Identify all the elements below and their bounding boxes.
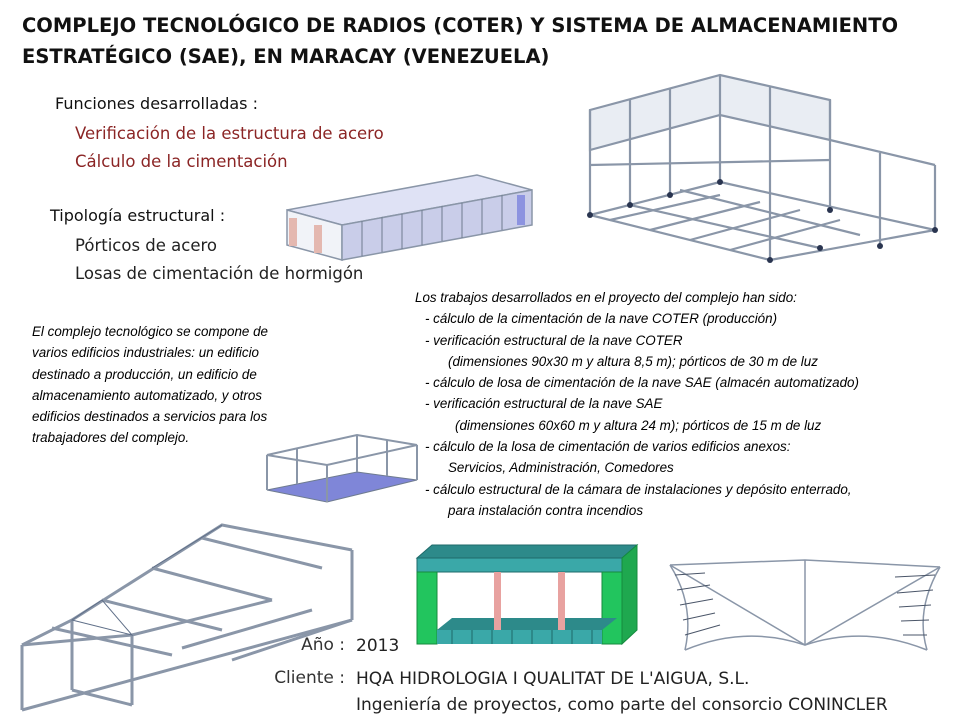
works-list [415,287,859,521]
annex-frame-illustration [262,430,422,520]
year-label: Año : [301,635,345,655]
title-line-1: COMPLEJO TECNOLÓGICO DE RADIOS (COTER) Y SISTEMA DE ALMACENAMIENTO [22,14,899,37]
description-line: destinado a producción, un edificio de [32,366,257,382]
description-line: El complejo tecnológico se compone de [32,324,268,339]
typology-item-frames: Pórticos de acero [75,236,218,255]
page-title [22,10,922,72]
deformed-frame-analysis-illustration [665,555,945,655]
works-item: - cálculo estructural de la cámara de instalaciones y depósito enterrado, [425,481,852,497]
coter-portal-frames-illustration [12,520,357,720]
works-item-detail: para instalación contra incendios [448,502,644,518]
client-value: HQA HIDROLOGIA I QUALITAT DE L'AIGUA, S.L. [356,669,750,689]
works-item-detail: Servicios, Administración, Comedores [448,460,674,476]
title-line-2: ESTRATÉGICO (SAE), EN MARACAY (VENEZUELA) [22,45,550,68]
year-value: 2013 [356,636,400,656]
coter-frame-illustration [282,170,537,265]
description-line: trabajadores del complejo. [32,430,190,446]
client-note: Ingeniería de proyectos, como parte del consorcio CONINCLER [356,695,888,715]
works-item-detail: (dimensiones 60x60 m y altura 24 m); pórticos de 15 m de luz [455,417,822,433]
works-item: - cálculo de la losa de cimentación de varios edificios anexos: [425,439,791,455]
works-item: - verificación estructural de la nave COTER [425,332,683,348]
works-item-detail: (dimensiones 90x30 m y altura 8,5 m); pórticos de 30 m de luz [448,353,818,369]
function-item-foundation: Cálculo de la cimentación [75,152,288,171]
buried-tank-illustration [412,540,642,650]
typology-heading: Tipología estructural : [50,206,226,225]
works-item: - verificación estructural de la nave SAE [425,396,663,412]
sae-warehouse-illustration [570,70,945,270]
works-item: - cálculo de la cimentación de la nave COTER (producción) [425,311,778,327]
functions-list [75,120,384,176]
description-line: varios edificios industriales: un edificio [32,345,260,361]
functions-heading: Funciones desarrolladas : [55,94,258,113]
description-line: edificios destinados a servicios para los [32,409,268,425]
description-line: almacenamiento automatizado, y otros [32,387,262,403]
typology-item-slabs: Losas de cimentación de hormigón [75,264,364,283]
works-intro: Los trabajos desarrollados en el proyecto del complejo han sido: [415,290,797,305]
client-label: Cliente : [274,668,345,688]
function-item-steel: Verificación de la estructura de acero [75,124,384,143]
works-item: - cálculo de losa de cimentación de la nave SAE (almacén automatizado) [425,375,859,391]
description-paragraph [32,321,268,449]
